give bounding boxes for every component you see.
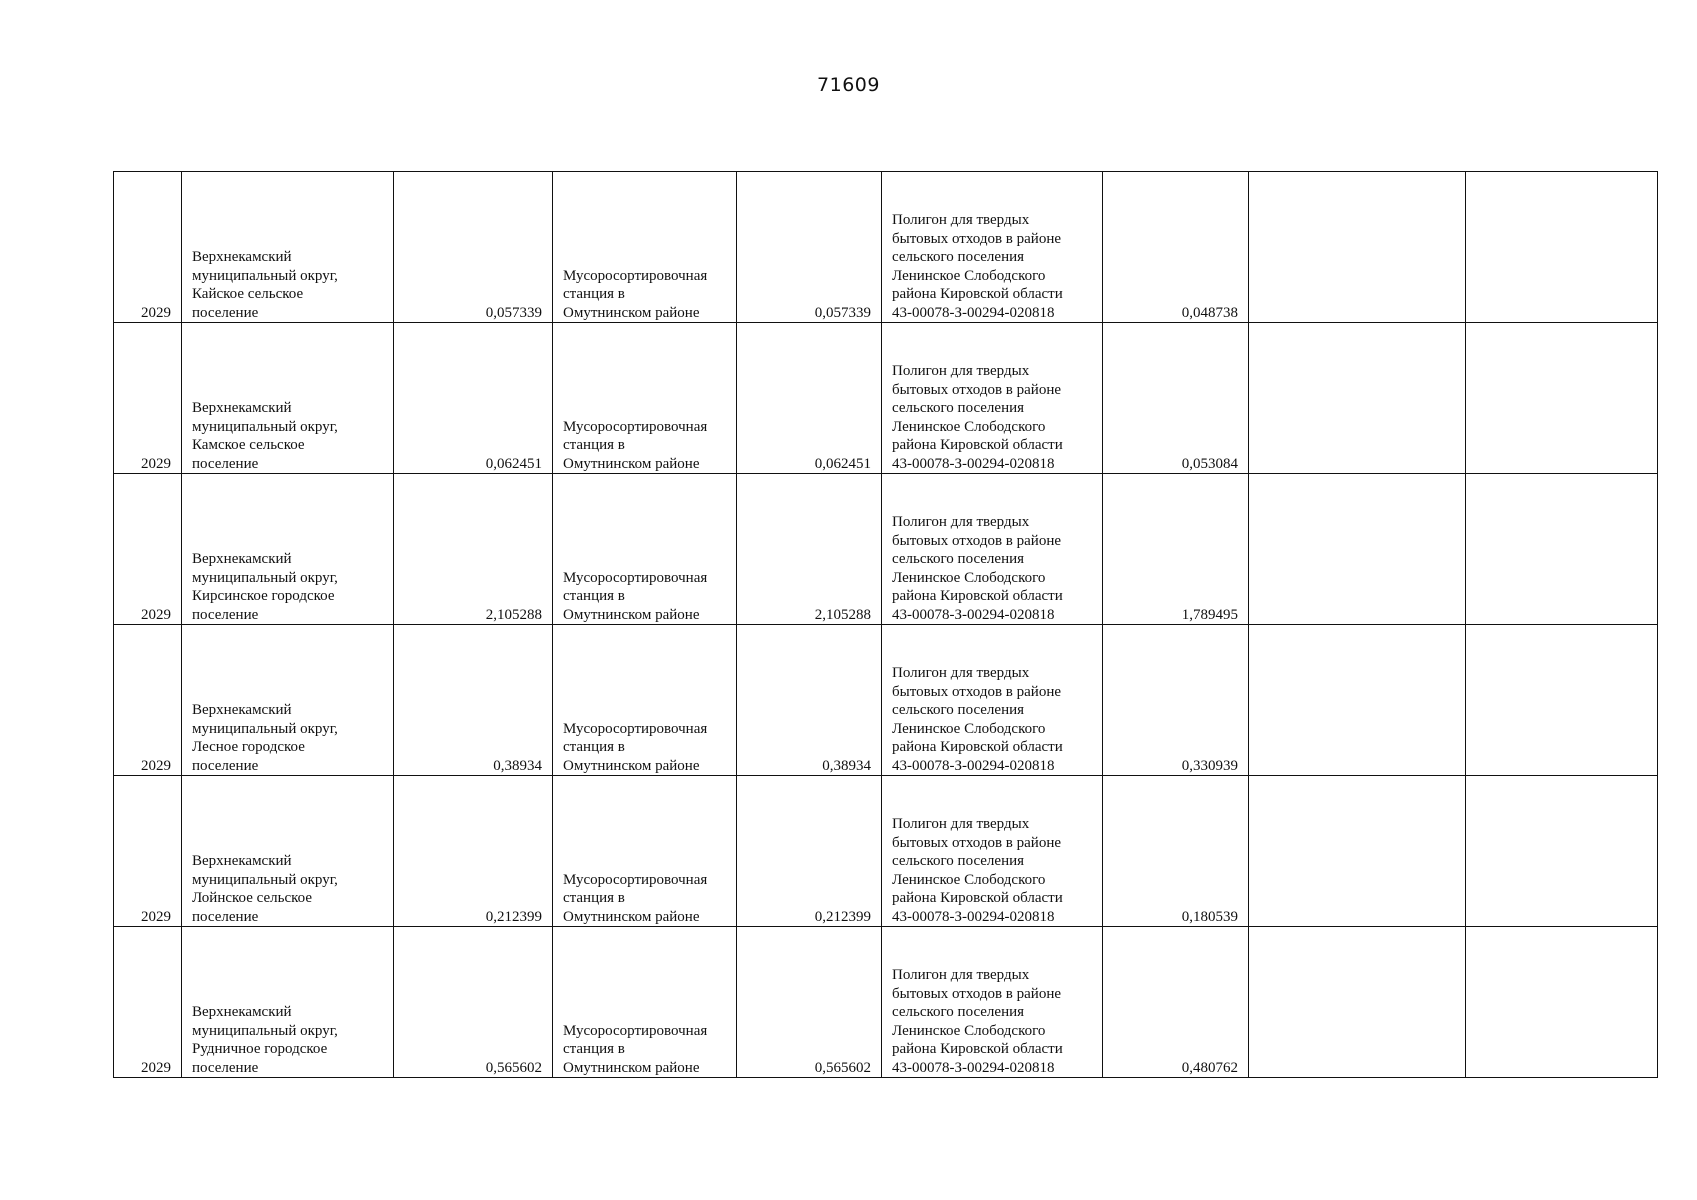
year-cell: 2029 (114, 474, 182, 625)
facility-to-cell: Полигон для твердых бытовых отходов в районе сельского поселения Ленинское Слободского района Кировской области 43-00078-З-00294-020818 (882, 776, 1103, 927)
municipality-cell: Верхнекамский муниципальный округ, Лойнское сельское поселение (182, 776, 394, 927)
mass-disposal-cell: 0,480762 (1103, 927, 1249, 1078)
page-number: 71609 (817, 74, 880, 96)
empty-cell (1249, 323, 1466, 474)
empty-cell (1466, 172, 1658, 323)
mass-source-cell: 0,057339 (394, 172, 553, 323)
facility-to-cell: Полигон для твердых бытовых отходов в районе сельского поселения Ленинское Слободского района Кировской области 43-00078-З-00294-020818 (882, 927, 1103, 1078)
municipality-cell: Верхнекамский муниципальный округ, Рудничное городское поселение (182, 927, 394, 1078)
empty-cell (1466, 323, 1658, 474)
year-cell: 2029 (114, 172, 182, 323)
empty-cell (1466, 474, 1658, 625)
mass-transfer-cell: 0,565602 (737, 927, 882, 1078)
facility-from-cell: Мусоросортировочная станция в Омутнинском районе (553, 625, 737, 776)
empty-cell (1249, 927, 1466, 1078)
year-cell: 2029 (114, 776, 182, 927)
municipality-cell: Верхнекамский муниципальный округ, Камское сельское поселение (182, 323, 394, 474)
mass-disposal-cell: 0,053084 (1103, 323, 1249, 474)
facility-from-cell: Мусоросортировочная станция в Омутнинском районе (553, 776, 737, 927)
table-row (114, 323, 1658, 474)
mass-source-cell: 0,212399 (394, 776, 553, 927)
empty-cell (1249, 776, 1466, 927)
facility-to-cell: Полигон для твердых бытовых отходов в районе сельского поселения Ленинское Слободского района Кировской области 43-00078-З-00294-020818 (882, 323, 1103, 474)
facility-from-cell: Мусоросортировочная станция в Омутнинском районе (553, 474, 737, 625)
mass-disposal-cell: 0,180539 (1103, 776, 1249, 927)
mass-source-cell: 2,105288 (394, 474, 553, 625)
table-row (114, 625, 1658, 776)
mass-source-cell: 0,565602 (394, 927, 553, 1078)
facility-from-cell: Мусоросортировочная станция в Омутнинском районе (553, 927, 737, 1078)
mass-disposal-cell: 0,048738 (1103, 172, 1249, 323)
facility-to-cell: Полигон для твердых бытовых отходов в районе сельского поселения Ленинское Слободского района Кировской области 43-00078-З-00294-020818 (882, 625, 1103, 776)
mass-transfer-cell: 0,057339 (737, 172, 882, 323)
empty-cell (1466, 625, 1658, 776)
waste-flow-table (113, 171, 1658, 1078)
facility-to-cell: Полигон для твердых бытовых отходов в районе сельского поселения Ленинское Слободского района Кировской области 43-00078-З-00294-020818 (882, 172, 1103, 323)
year-cell: 2029 (114, 625, 182, 776)
empty-cell (1249, 474, 1466, 625)
mass-disposal-cell: 1,789495 (1103, 474, 1249, 625)
table-row (114, 172, 1658, 323)
mass-transfer-cell: 2,105288 (737, 474, 882, 625)
empty-cell (1466, 927, 1658, 1078)
facility-to-cell: Полигон для твердых бытовых отходов в районе сельского поселения Ленинское Слободского района Кировской области 43-00078-З-00294-020818 (882, 474, 1103, 625)
facility-from-cell: Мусоросортировочная станция в Омутнинском районе (553, 323, 737, 474)
empty-cell (1249, 625, 1466, 776)
mass-transfer-cell: 0,212399 (737, 776, 882, 927)
table-row (114, 474, 1658, 625)
year-cell: 2029 (114, 927, 182, 1078)
facility-from-cell: Мусоросортировочная станция в Омутнинском районе (553, 172, 737, 323)
municipality-cell: Верхнекамский муниципальный округ, Лесное городское поселение (182, 625, 394, 776)
municipality-cell: Верхнекамский муниципальный округ, Кайское сельское поселение (182, 172, 394, 323)
mass-transfer-cell: 0,38934 (737, 625, 882, 776)
mass-disposal-cell: 0,330939 (1103, 625, 1249, 776)
mass-source-cell: 0,062451 (394, 323, 553, 474)
mass-transfer-cell: 0,062451 (737, 323, 882, 474)
municipality-cell: Верхнекамский муниципальный округ, Кирсинское городское поселение (182, 474, 394, 625)
empty-cell (1466, 776, 1658, 927)
table-row (114, 776, 1658, 927)
empty-cell (1249, 172, 1466, 323)
table-row (114, 927, 1658, 1078)
year-cell: 2029 (114, 323, 182, 474)
mass-source-cell: 0,38934 (394, 625, 553, 776)
